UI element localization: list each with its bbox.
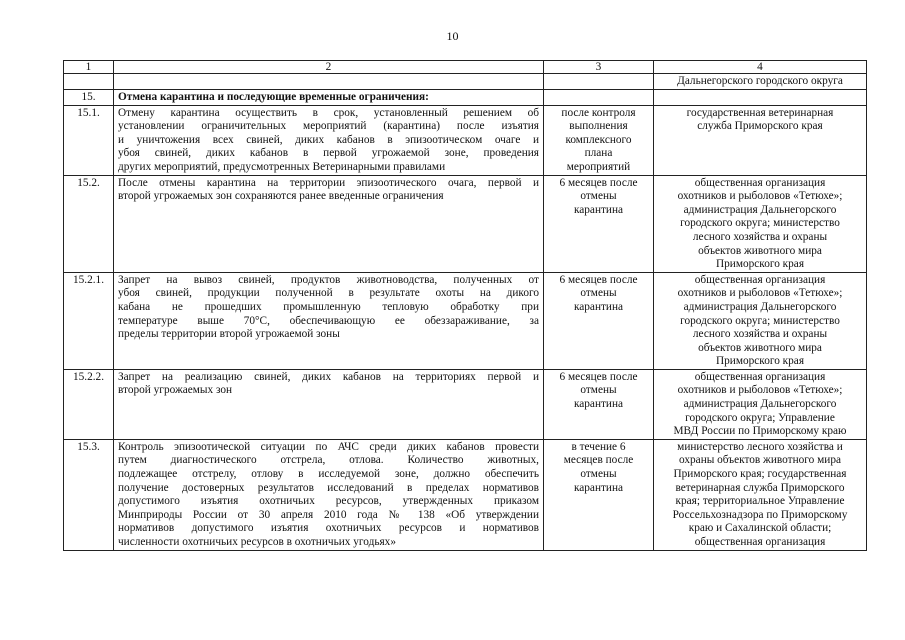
term-text-cell [544,369,654,439]
responsible-text-line: общественная организация [694,370,826,383]
measure-text-line: После отмены карантина на территории эпизоотического очага, первой и [118,176,539,189]
term-text-cell [544,439,654,550]
measure-text-line: убоя свиней, диких кабанов в первой угрожаемой зоне, проведения [118,147,539,160]
measure-text-line: Запрет на реализацию свиней, диких кабанов на территориях первой и [118,370,539,383]
responsible-text-line: Приморского края [715,258,805,271]
term-text-cell [544,175,654,272]
column-number: 4 [654,61,867,74]
responsible-text-line: общественная организация [694,176,826,189]
measure-text-line: других мероприятий, предусмотренных Ветеринарными правилами [118,160,446,173]
column-number-row [64,61,867,74]
responsible-text-line: служба Приморского края [697,120,823,133]
table-row [64,105,867,175]
section-row [64,90,867,106]
responsible-text-cell [654,105,867,175]
measure-text-cell [114,439,544,550]
responsible-text-line: объектов животного мира [698,341,822,354]
table-row [64,175,867,272]
term-text-cell [544,105,654,175]
column-number: 3 [544,61,654,74]
responsible-text-line: городского округа; Управление [685,411,835,424]
table-row [64,439,867,550]
responsible-text-line: администрация Дальнегорского [683,398,837,411]
measure-text-cell [114,272,544,369]
responsible-text-cell [654,175,867,272]
measure-text-cell [114,175,544,272]
term-text-line: 6 месяцев после [559,273,638,286]
responsible-text-line: охотников и рыболовов «Тетюхе»; [677,287,843,300]
measures-table [63,60,867,551]
term-text-line: отмены [580,468,617,481]
column-number: 1 [64,61,114,74]
term-text-line: выполнения [569,120,628,133]
measure-text-line: кабана не прошедших промышленную тепловую обработку при [118,300,539,313]
page-number: 10 [446,29,459,43]
term-text-line: месяцев после [563,454,634,467]
responsible-text-line: краю и Сахалинской области; [688,522,832,535]
measure-text-line: получение достоверных результатов исследований в пределах нормативов [118,481,539,494]
measure-text-line: Запрет на вывоз свиней, продуктов животноводства, полученных от [118,273,539,286]
responsible-text-cell [654,272,867,369]
measure-text-line: Отмену карантина осуществить в срок, установленный решением об [118,106,539,119]
responsible-text-line: Приморского края [715,355,805,368]
term-text-line: 6 месяцев после [559,176,638,189]
cell-empty [114,74,544,90]
responsible-text-line: городского округа; министерство [680,217,840,230]
term-text-line: карантина [573,203,624,216]
table-row [64,272,867,369]
measure-text-line: убоя свиней, продукции полученной в результате охоты на дикого [118,287,539,300]
measure-text-line: допустимого изъятия охотничьих ресурсов, утвержденных приказом [118,495,539,508]
cell-empty [544,90,654,106]
term-text-line: карантина [573,300,624,313]
term-text-line: карантина [573,398,624,411]
responsible-text-line: охотников и рыболовов «Тетюхе»; [677,384,843,397]
responsible-text-line: общественная организация [694,536,826,548]
section-title: Отмена карантина и последующие временные ограничения: [114,90,544,106]
responsible-text-line: администрация Дальнегорского [683,300,837,313]
responsible-text-line: Приморского края; государственная [673,468,847,481]
measure-text-line: численности охотничьих ресурсов в охотничьих угодьях» [118,536,396,548]
term-text-line: карантина [573,481,624,494]
term-text-line: отмены [580,384,617,397]
responsible-text-line: администрация Дальнегорского [683,203,837,216]
term-text-line: после контроля [561,106,636,119]
measure-text-line: установлении ограничительных мероприятий (карантина) после изъятия [118,120,539,133]
cell-empty [654,90,867,106]
responsible-text-line: МВД России по Приморскому краю [673,425,847,438]
term-text-line: отмены [580,287,617,300]
responsible-cell: Дальнегорского городского округа [654,74,867,90]
responsible-text-line: городского округа; министерство [680,314,840,327]
responsible-text-line: объектов животного мира [698,244,822,257]
responsible-text-line: общественная организация [694,273,826,286]
item-number: 15.3. [64,439,114,550]
measure-text-cell [114,369,544,439]
measure-text-line: второй угрожаемых зон [118,384,233,397]
term-text-line: плана [584,147,613,160]
responsible-text-line: Россельхознадзора по Приморскому [672,508,848,521]
measure-text-cell [114,105,544,175]
item-number: 15.2. [64,175,114,272]
term-text-line: отмены [580,190,617,203]
measure-text-line: Минприроды России от 30 апреля 2010 года № 138 «Об утверждении [118,508,539,521]
item-number: 15.2.2. [64,369,114,439]
section-number: 15. [64,90,114,106]
responsible-text-line: края; территориальное Управление [675,495,845,508]
responsible-text-line: государственная ветеринарная [686,106,834,119]
responsible-text-line: охраны объектов животного мира [679,454,841,467]
cell-empty [64,74,114,90]
term-text-line: в течение 6 [571,440,626,453]
term-text-line: комплексного [565,133,632,146]
measure-text-line: и уничтожения всех свиней, диких кабанов в эпизоотическом очаге и [118,133,539,146]
responsible-text-line: министерство лесного хозяйства и [677,440,843,453]
measure-text-line: пределы территории второй угрожаемой зоны [118,328,340,341]
term-text-cell [544,272,654,369]
measure-text-line: температуре выше 70°С, обеспечивающую ее обеззараживание, за [118,314,539,327]
measure-text-line: нормативов допустимого изъятия охотничьих ресурсов и нормативов [118,522,539,535]
measure-text-line: второй угрожаемых зон сохраняются ранее введенные ограничения [118,190,444,203]
measure-text-line: подлежащее отстрелу, отлову в исследуемой зоне, должно обеспечить [118,468,539,481]
column-number: 2 [114,61,544,74]
item-number: 15.1. [64,105,114,175]
responsible-text-line: лесного хозяйства и охраны [692,328,828,341]
responsible-text-line: охотников и рыболовов «Тетюхе»; [677,190,843,203]
term-text-line: мероприятий [566,160,631,173]
measure-text-line: путем диагностического отстрела, отлова. Количество животных, [118,454,539,467]
term-text-line: 6 месяцев после [559,370,638,383]
responsible-text-cell [654,439,867,550]
responsible-text-line: ветеринарная служба Приморского [675,481,845,494]
responsible-text-line: лесного хозяйства и охраны [692,230,828,243]
item-number: 15.2.1. [64,272,114,369]
continuation-row [64,74,867,90]
measure-text-line: Контроль эпизоотической ситуации по АЧС среди диких кабанов провести [118,440,539,453]
table-row [64,369,867,439]
responsible-text-cell [654,369,867,439]
cell-empty [544,74,654,90]
